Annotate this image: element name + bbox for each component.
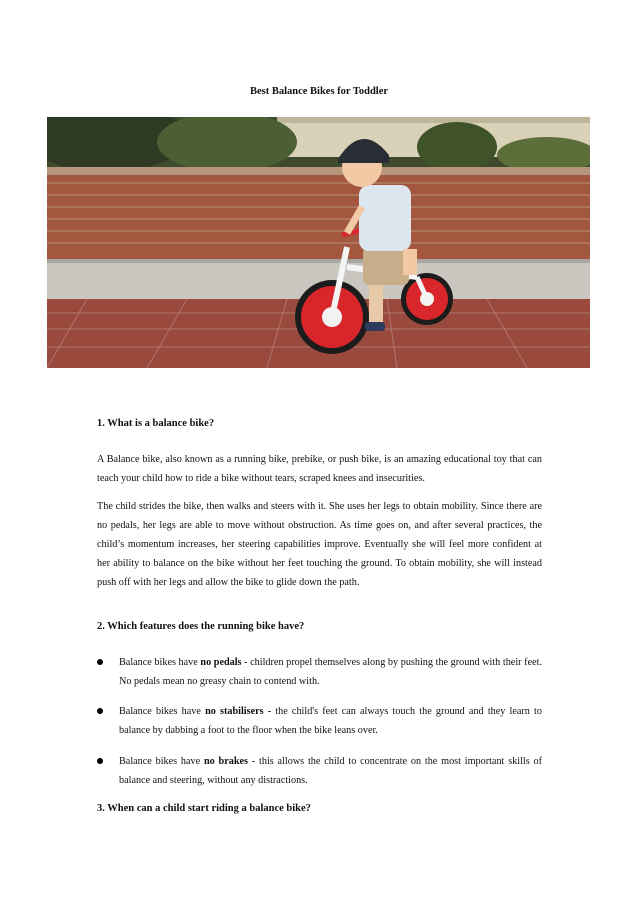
bullet-emphasis: no pedals: [200, 657, 242, 668]
bullet-text: Balance bikes have no stabilisers - the child's feet can always touch the ground and they learn to balance by dabbing a foot to the floor when the bike leans over.: [119, 706, 542, 736]
document-title: Best Balance Bikes for Toddler: [249, 86, 389, 97]
section-heading: 2. Which features does the running bike have?: [97, 621, 305, 632]
bullet-item: [97, 752, 542, 790]
paragraph: A Balance bike, also known as a running bike, prebike, or push bike, is an amazing educational toy that can teach your child how to ride a bike without tears, scraped knees and insecurities.: [97, 454, 542, 484]
bullet-dot-icon: [97, 708, 103, 714]
bullet-text: Balance bikes have no pedals - children propel themselves along by pushing the ground with their feet. No pedals mean no greasy chain to contend with.: [119, 657, 542, 687]
paragraph: The child strides the bike, then walks and steers with it. She uses her legs to obtain mobility. Since there are no pedals, her legs are able to move without obstruction. As time goes on, and after several practices, the child’s momentum increases, her steering capabilities improve. Eventually she will feel more confident at her ability to balance on the bike without her feet touching the ground. To obtain mobility, she will instead push off with her legs and allow the bike to glide down the path.: [97, 501, 542, 588]
section-heading: 3. When can a child start riding a balance bike?: [97, 803, 311, 814]
toddler-balance-bike-photo: [47, 117, 590, 368]
bullet-dot-icon: [97, 659, 103, 665]
bullet-item: [97, 702, 542, 740]
bullet-text: Balance bikes have no brakes - this allows the child to concentrate on the most important skills of balance and steering, without any distractions.: [119, 756, 543, 786]
bullet-emphasis: no brakes: [203, 756, 248, 767]
bullet-dot-icon: [97, 758, 103, 764]
bullet-emphasis: no stabilisers -: [205, 706, 272, 717]
bullet-item: [97, 653, 542, 691]
section-heading: 1. What is a balance bike?: [97, 418, 215, 429]
